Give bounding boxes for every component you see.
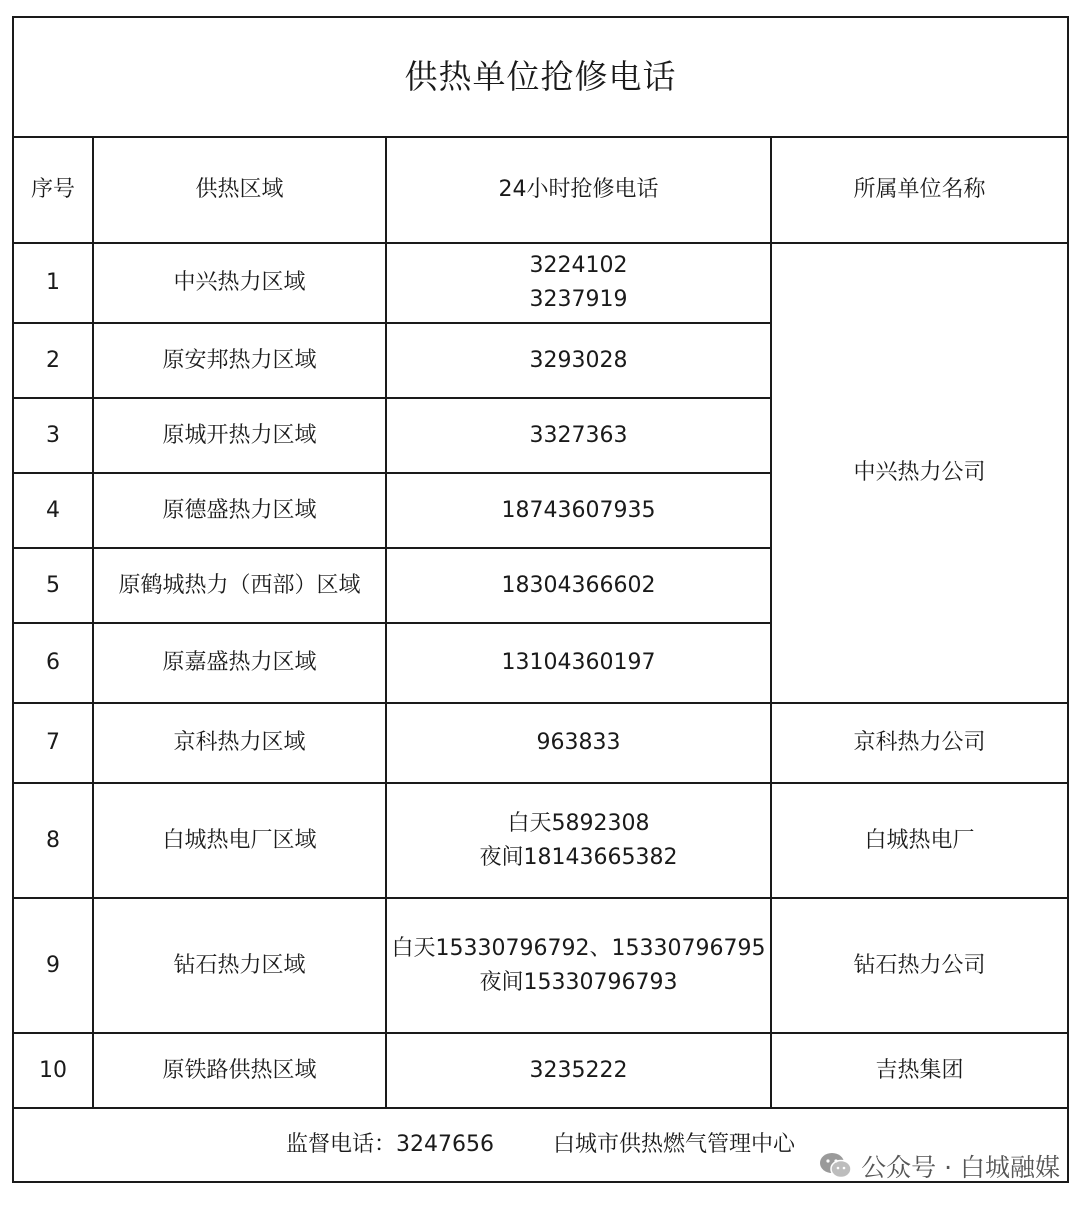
row-phone: 3327363 [386, 398, 771, 473]
phone-line: 夜间15330796793 [479, 969, 678, 995]
repair-phone-table [12, 16, 1069, 1183]
phone-line: 3224102 [529, 253, 628, 278]
row-index: 9 [13, 898, 93, 1033]
row-area: 原德盛热力区域 [93, 473, 386, 548]
table-row [13, 783, 1068, 898]
header-area: 供热区域 [93, 137, 386, 243]
row-index: 2 [13, 323, 93, 398]
row-unit-merged: 中兴热力公司 [771, 243, 1068, 703]
row-unit: 京科热力公司 [771, 703, 1068, 783]
row-area: 钻石热力区域 [93, 898, 386, 1033]
header-index: 序号 [13, 137, 93, 243]
row-index: 4 [13, 473, 93, 548]
table-row [13, 703, 1068, 783]
row-area: 中兴热力区域 [93, 243, 386, 323]
row-area: 原城开热力区域 [93, 398, 386, 473]
phone-line: 白天15330796792、15330796795 [391, 935, 766, 961]
row-phone: 963833 [386, 703, 771, 783]
row-index: 8 [13, 783, 93, 898]
phone-line: 夜间18143665382 [479, 844, 678, 870]
row-phone: 18304366602 [386, 548, 771, 623]
row-unit: 吉热集团 [771, 1033, 1068, 1108]
wechat-icon [819, 1151, 853, 1181]
row-area: 原安邦热力区域 [93, 323, 386, 398]
row-index: 6 [13, 623, 93, 703]
row-area: 原铁路供热区域 [93, 1033, 386, 1108]
row-phone [386, 898, 771, 1033]
row-index: 10 [13, 1033, 93, 1108]
row-area: 原嘉盛热力区域 [93, 623, 386, 703]
row-phone: 13104360197 [386, 623, 771, 703]
phone-line: 3237919 [529, 287, 628, 312]
row-phone: 18743607935 [386, 473, 771, 548]
management-center: 白城市供热燃气管理中心 [552, 1132, 795, 1157]
header-unit: 所属单位名称 [771, 137, 1068, 243]
header-phone: 24小时抢修电话 [386, 137, 771, 243]
row-unit: 白城热电厂 [771, 783, 1068, 898]
row-index: 3 [13, 398, 93, 473]
row-phone [386, 783, 771, 898]
row-index: 5 [13, 548, 93, 623]
table-header-row [13, 137, 1068, 243]
table-row [13, 898, 1068, 1033]
row-area: 京科热力区域 [93, 703, 386, 783]
table-title: 供热单位抢修电话 [13, 17, 1068, 137]
row-phone: 3293028 [386, 323, 771, 398]
row-index: 1 [13, 243, 93, 323]
phone-line: 白天5892308 [507, 810, 650, 836]
row-index: 7 [13, 703, 93, 783]
table-row [13, 243, 1068, 323]
table-row [13, 1033, 1068, 1108]
row-area: 白城热电厂区域 [93, 783, 386, 898]
watermark-text: 公众号 · 白城融媒 [861, 1153, 1060, 1182]
row-unit: 钻石热力公司 [771, 898, 1068, 1033]
row-area: 原鹤城热力（西部）区域 [93, 548, 386, 623]
row-phone [386, 243, 771, 323]
watermark [819, 1148, 1060, 1184]
row-phone: 3235222 [386, 1033, 771, 1108]
supervision-phone: 监督电话：3247656 [286, 1132, 494, 1157]
